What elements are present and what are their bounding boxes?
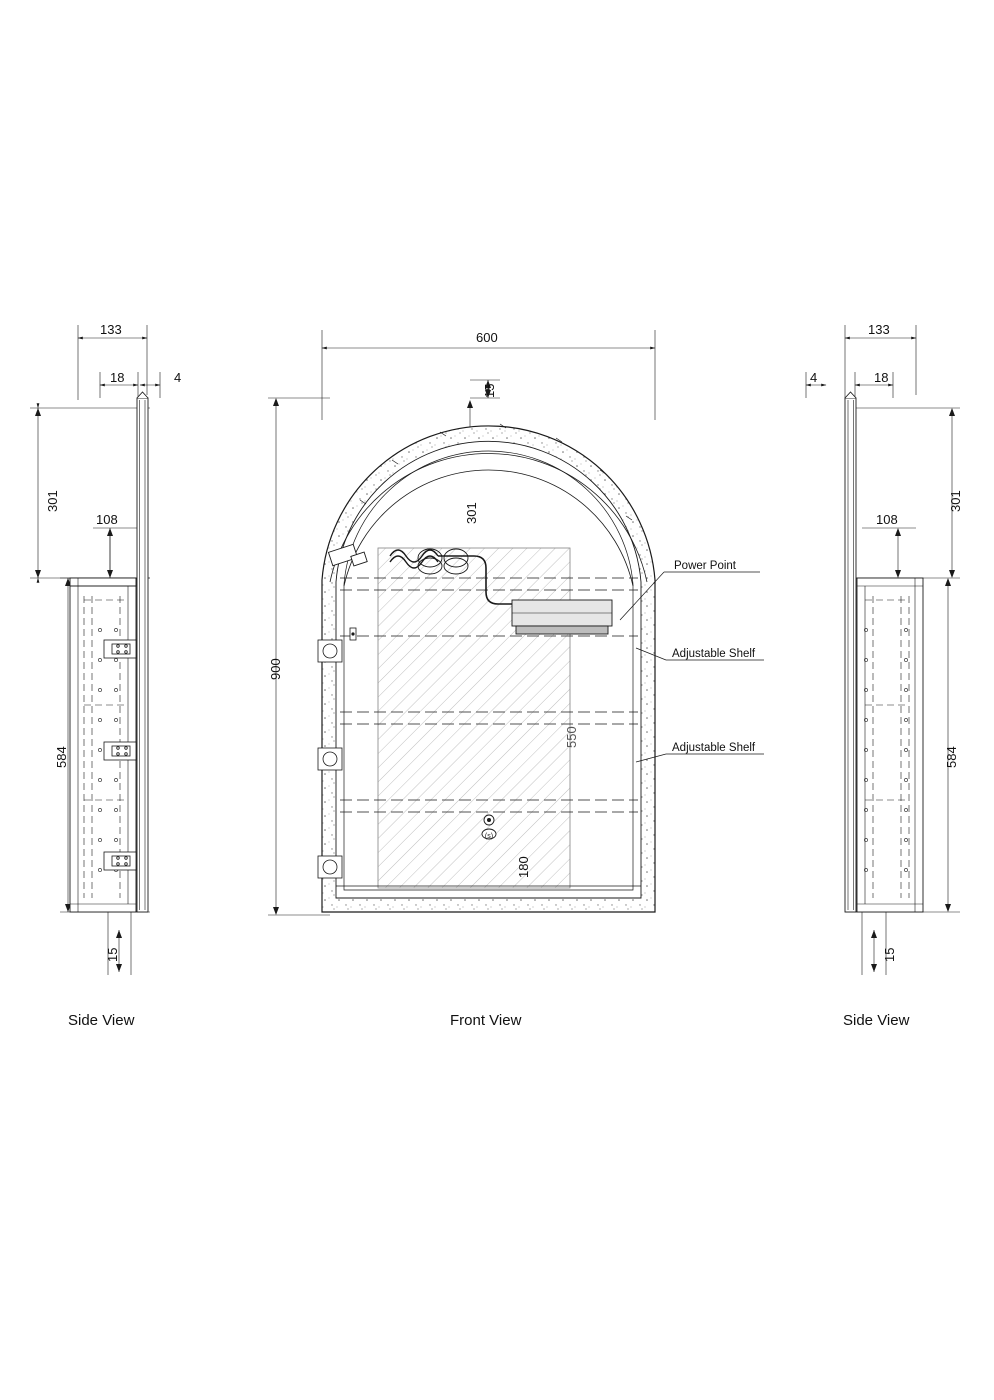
dim-left-body-584: 584 xyxy=(54,746,69,768)
dim-right-depth-133: 133 xyxy=(868,322,890,337)
dim-front-lower-180: 180 xyxy=(516,856,531,878)
dim-left-bottom-15: 15 xyxy=(105,947,120,962)
dim-right-top-301: 301 xyxy=(948,490,963,512)
view-title-front: Front View xyxy=(450,1012,522,1029)
dim-left-depth-133: 133 xyxy=(100,322,122,337)
dim-right-gap-4: 4 xyxy=(810,370,818,385)
dim-front-band-15: 15 xyxy=(482,383,497,398)
dim-right-body-584: 584 xyxy=(944,746,959,768)
dim-right-bottom-15: 15 xyxy=(882,947,897,962)
dim-front-arch-301: 301 xyxy=(464,502,479,524)
dim-front-height-900: 900 xyxy=(268,658,283,680)
callout-adjustable-shelf-1: Adjustable Shelf xyxy=(672,648,756,660)
callout-adjustable-shelf-2: Adjustable Shelf xyxy=(672,742,756,754)
dim-left-top-301: 301 xyxy=(45,490,60,512)
dim-left-door-18: 18 xyxy=(110,370,125,385)
dim-right-inner-108: 108 xyxy=(876,512,898,527)
dim-left-inner-108: 108 xyxy=(96,512,118,527)
dim-left-gap-4: 4 xyxy=(174,370,182,385)
callout-power-point: Power Point xyxy=(674,560,737,572)
view-title-right: Side View xyxy=(843,1012,910,1029)
dim-front-width-600: 600 xyxy=(476,330,498,345)
dim-front-mirror-550: 550 xyxy=(564,726,579,748)
svg-text:(s): (s) xyxy=(484,833,494,840)
dim-right-door-18: 18 xyxy=(874,370,889,385)
view-title-left: Side View xyxy=(68,1012,135,1029)
